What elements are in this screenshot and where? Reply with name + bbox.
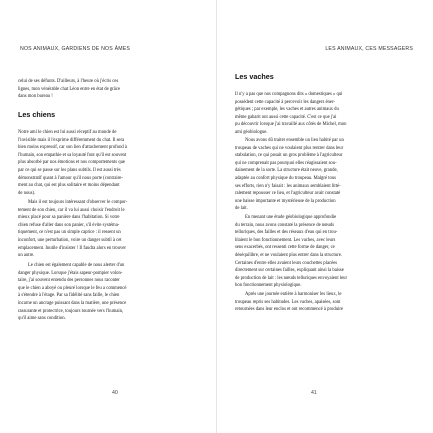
text-line: troupeau repris ses habitudes. Les vaches, apaisées, sont (235, 299, 341, 305)
paragraph-chiens-2 (18, 199, 198, 260)
section-heading-vaches: Les vaches (235, 72, 274, 81)
paragraph-chiens-1 (18, 129, 198, 197)
text-line: plus absorbé par nos émotions et nos comportements que (18, 160, 126, 166)
running-head-left: NOS ANIMAUX, GARDIENS DE NOS ÂMES (20, 46, 131, 52)
text-line: Nous avons dû traiter ensemble un lieu habité par un (245, 138, 344, 143)
text-line: blaient le bon fonctionnement. Les vaches, avec leurs (235, 237, 336, 243)
text-line: chien refuse d'aller dans son panier, s'il évite systéma- (18, 222, 120, 228)
text-line: mieux placé pour sa panière dans l'habitation. Si votre (18, 215, 120, 221)
paragraph-vaches-2 (235, 137, 415, 213)
text-line: à s'étendre à l'étage. Par sa fidélité sans faille, le chien (18, 293, 120, 299)
text-line: que le chien a aboyé ou pleuré lorsque le feu a commencé (18, 285, 127, 291)
text-line: de production de lait : les nœuds telluriques envoyaient leur (235, 275, 348, 281)
text-line: emplacement. Inutile d'insister ! Il faudra alors en trouver (18, 245, 126, 251)
text-line: qu'il aime sans condition. (18, 316, 66, 322)
text-line: dans mon bureau ! (18, 94, 53, 100)
text-line: une baisse importante et mystérieuse de la production (235, 198, 336, 204)
text-line: bon fonctionnement physiologique. (235, 283, 302, 289)
text-line: retournées dans leur enclos et ont recommencé à produire (235, 307, 344, 313)
text-line: sens exacerbés, ont ressenti cette forme de danger, ce (235, 245, 335, 251)
running-head-right: LES ANIMAUX, CES MESSAGERS (325, 46, 413, 52)
page-number-right: 41 (311, 390, 317, 396)
paragraph-vaches-1 (235, 91, 415, 137)
text-line: Après une journée entière à harmoniser les lieux, le (245, 292, 342, 297)
text-line: telluriques, des failles et des réseaux d'eau qui en trou- (235, 230, 338, 236)
right-page (217, 0, 433, 433)
text-line: bien moins expressif, car son lien d'attachement profond à (18, 145, 128, 151)
text-line: ralement repousser ce lieu, et l'agriculteur avait constaté (235, 191, 341, 197)
text-line: inconfort, une perturbation, voire un danger subtil à cet (18, 237, 122, 243)
text-line: du terrain, nous avons constaté la présence de nœuds (235, 222, 335, 228)
text-line: Certaines d'entre elles avaient leurs couchettes placées (235, 260, 338, 266)
paragraph-chiens-3 (18, 262, 198, 323)
text-line: par ce qui se passe sur les plans subtils. Il est aussi très (18, 167, 121, 173)
text-line: tiquement, ce n'est pas un simple caprice : il ressent un (18, 230, 121, 236)
text-line: Mais il est toujours intéressant d'observer le compor- (28, 200, 128, 205)
text-line: l'invisible mais il l'exprime différemment du chat. Il sera (18, 137, 125, 143)
text-line: démonstratif quant à l'amour qu'il nous porte (contraire- (18, 175, 123, 181)
text-line: même gabarit ont aussi cette capacité. C'est ce que j'ai (235, 114, 337, 120)
paragraph-vaches-4 (235, 291, 415, 314)
text-line: adaptée au confort physique du troupeau. Malgré tous (235, 175, 337, 181)
text-line: Notre ami le chien est lui aussi réceptif au monde de (18, 130, 117, 135)
text-line: directement sur certaines failles, expliquant ainsi la baisse (235, 268, 344, 274)
text-line: qui ne comprenait pas pourquoi elles réagissaient sou- (235, 160, 337, 166)
text-line: possèdent cette capacité à percevoir les dangers éner- (235, 99, 335, 105)
text-line: dainement de la sorte. La structure était neuve, grande, (235, 168, 338, 174)
text-line: pu découvrir lorsque j'ai travaillé aux côtés de Michel, mon (235, 122, 347, 128)
text-line: taire, j'ai souvent entendu des personnes nous raconter (18, 278, 120, 284)
left-page (0, 0, 216, 433)
text-line: l'humain, son empathie et sa loyauté font qu'il est souvent (18, 152, 127, 158)
text-line: lignes, mon vénérable chat Léon entre en état de grâce (18, 86, 121, 92)
text-line: danger physique. Lorsque j'étais sapeur-pompier volon- (18, 270, 123, 276)
paragraph-vaches-3 (235, 214, 415, 290)
section-heading-chiens: Les chiens (18, 110, 56, 119)
text-line: rassurante et protectrice, toujours tournée vers l'humain, (18, 308, 124, 314)
text-line: de nous). (18, 190, 36, 196)
page-number-left: 40 (112, 390, 118, 396)
text-line: de lait. (235, 206, 248, 212)
text-line: un autre. (18, 253, 35, 259)
text-line: Le chien est également capable de nous alerter d'un (28, 263, 125, 268)
text-line: celui de ses défunts. D'ailleurs, à l'heure où j'écris ces (18, 79, 119, 84)
text-line: En menant une étude géobiologique approfondie (245, 215, 337, 220)
text-line: Il n'y a pas que nos compagnons dits « domestiques » qui (235, 92, 343, 97)
text-line: incarne un ancrage puissant dans la matière, une présence (18, 300, 127, 306)
text-line: ment au chat, qui est plus solitaire et moins dépendant (18, 183, 120, 189)
text-line: gétiques ; par exemple, les vaches et autres animaux du (235, 107, 339, 113)
text-line: ami géobiologue. (235, 129, 268, 135)
text-line: déséquilibre, et ne voulaient plus entrer dans la structure. (235, 252, 342, 258)
text-line: stabulation, ce qui posait un gros problème à l'agriculteur (235, 153, 343, 159)
intro-paragraph (18, 78, 198, 101)
text-line: ses efforts, rien n'y faisait : les animaux semblaient litté- (235, 183, 341, 189)
text-line: troupeau de vaches qui ne voulaient plus rentrer dans leur (235, 145, 344, 151)
text-line: tement de son chien, car il va lui aussi choisir l'endroit le (18, 207, 125, 213)
